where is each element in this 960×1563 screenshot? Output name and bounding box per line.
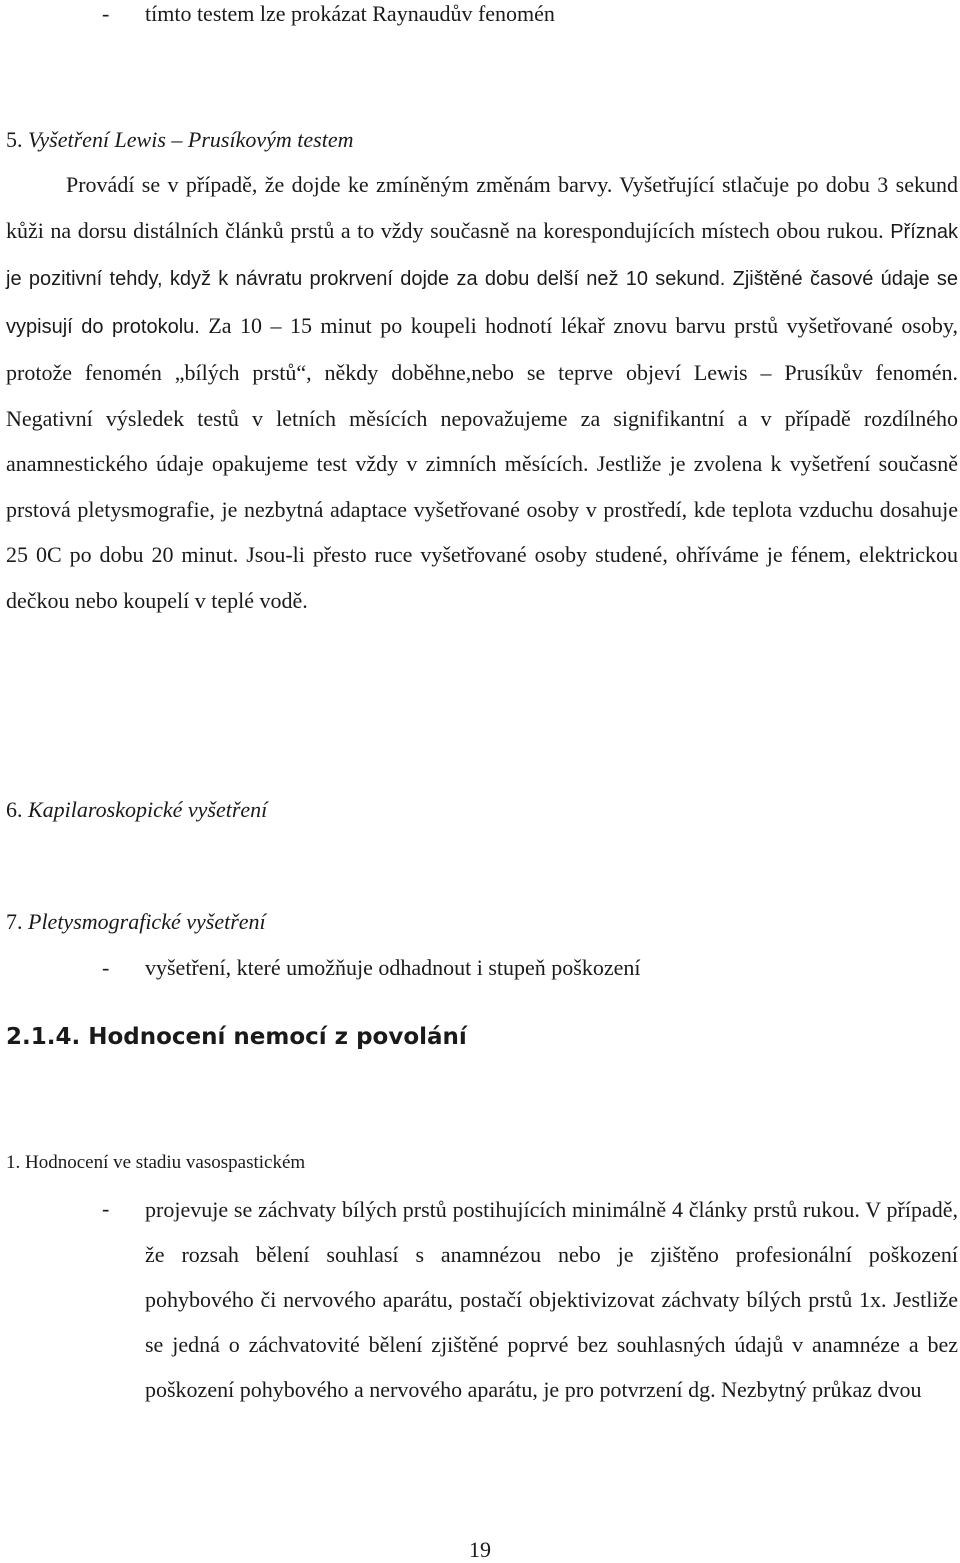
- section-title: Pletysmografické vyšetření: [28, 909, 266, 934]
- paragraph-sentence-2: Příznak je pozitivní tehdy, když k návratu prokrvení dojde za dobu delší než 10 sekund. Zjištěné časové údaje se vypisují do protokolu.: [6, 220, 959, 338]
- subsection-1-bullet-paragraph: projevuje se záchvaty bílých prstů postihujících minimálně 4 články prstů rukou. V případě, že rozsah bělení souhlasí s anamnézou nebo je zjištěno profesionální poškození pohybového či nervového aparátu, postačí objektivizovat záchvaty bílých prstů 1x. Jestliže se jedná o záchvatovité bělení zjištěné poprvé bez souhlasných údajů v anamnéze a bez poškození pohybového a nervového aparátu, je pro potvrzení dg. Nezbytný průkaz dvou: [145, 1197, 958, 1402]
- bullet-text: tímto testem lze prokázat Raynaudův fenomén: [145, 1, 555, 26]
- paragraph-sentence-4: Negativní výsledek testů v letních měsících nepovažujeme za signifikantní a v případě rozdílného anamnestického údaje opakujeme test vždy v zimních měsících. Jestliže je zvolena k vyšetření současně prstová pletysmografie, je nezbytná adaptace vyšetřované osoby v prostředí, kde teplota vzduchu dosahuje 25 0C po dobu 20 minut. Jsou-li přesto ruce vyšetřované osoby studené, ohříváme je fénem, elektrickou dečkou nebo koupelí v teplé vodě.: [6, 405, 958, 613]
- section-6-heading: [6, 796, 267, 824]
- section-title: Hodnocení ve stadiu vasospastickém: [25, 1152, 306, 1173]
- paragraph-sentence-3: Za 10 – 15 minut po koupeli hodnotí lékař znovu barvu prstů vyšetřované osoby, protože fenomén „bílých prstů“, někdy doběhne,nebo se teprve objeví Lewis – Prusíkův fenomén.: [6, 312, 959, 385]
- section-number: 1.: [6, 1152, 21, 1173]
- bullet-text: vyšetření, které umožňuje odhadnout i stupeň poškození: [145, 955, 641, 980]
- bullet-dash: -: [102, 1196, 110, 1221]
- section-title: Vyšetření Lewis – Prusíkovým testem: [28, 127, 354, 152]
- section-number: 6.: [6, 797, 23, 822]
- section-title: Kapilaroskopické vyšetření: [28, 797, 268, 822]
- page-number: 19: [469, 1537, 491, 1562]
- section-5-heading: [6, 126, 353, 154]
- section-7-heading: [6, 908, 266, 936]
- chapter-heading: 2.1.4. Hodnocení nemocí z povolání: [6, 1024, 467, 1050]
- paragraph-sentence-1: Provádí se v případě, že dojde ke zmíněným změnám barvy. Vyšetřující stlačuje po dobu 3 sekund kůži na dorsu distálních článků prstů a to vždy současně na korespondujících místech obou rukou.: [6, 172, 958, 243]
- section-5-paragraph: [6, 162, 958, 623]
- section-number: 7.: [6, 909, 23, 934]
- subsection-1-heading: [6, 1152, 305, 1174]
- bullet-dash: -: [102, 955, 110, 980]
- bullet-dash: -: [102, 1, 110, 26]
- section-number: 5.: [6, 127, 23, 152]
